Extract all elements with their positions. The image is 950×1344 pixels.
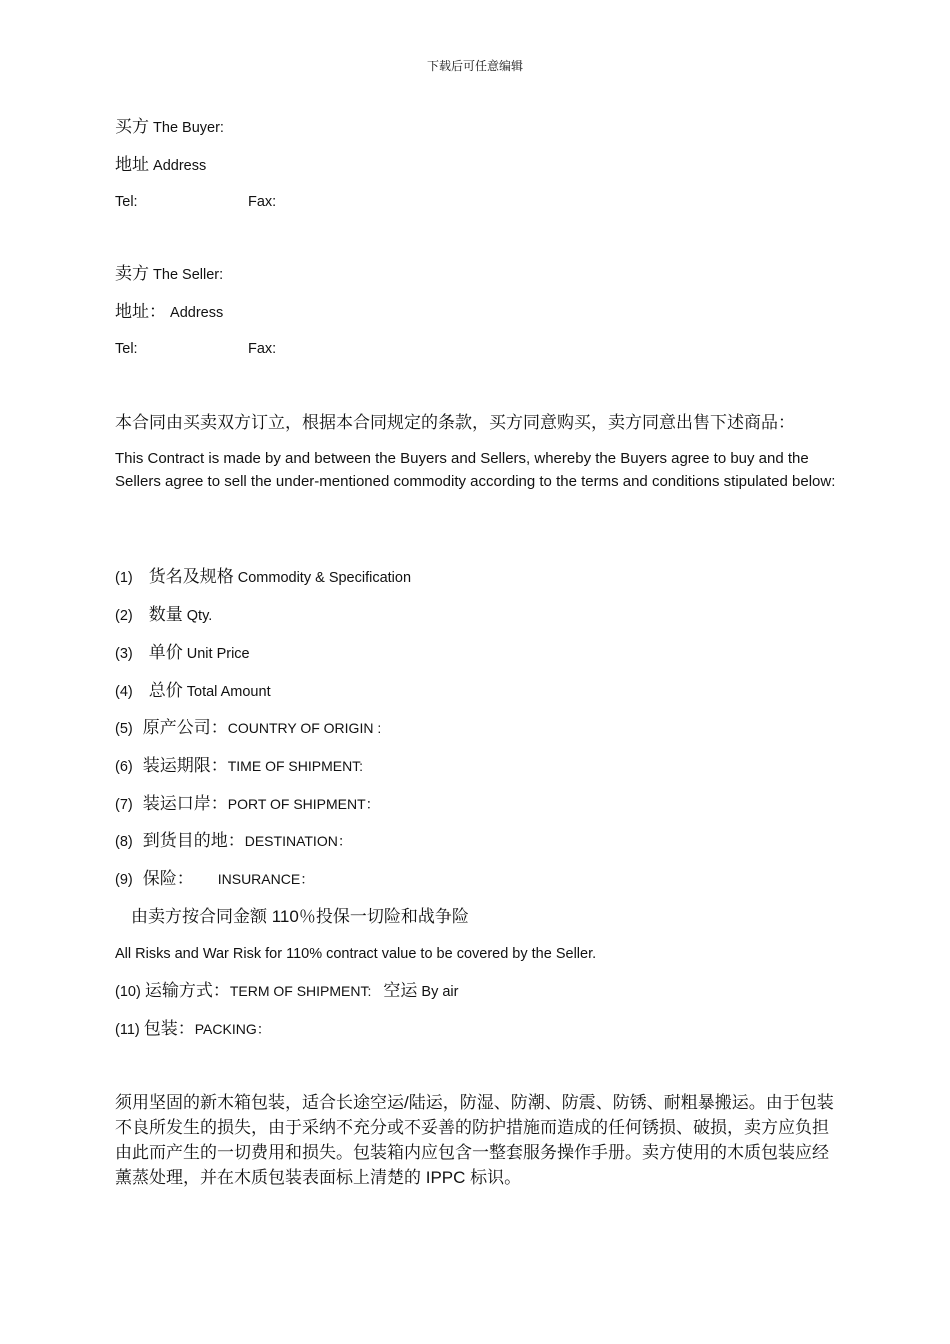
- buyer-tel: Tel:: [115, 194, 138, 210]
- clause-label-en: PORT OF SHIPMENT：: [227, 796, 380, 812]
- clause-label-en: DESTINATION：: [244, 833, 352, 849]
- clause-item: [115, 643, 250, 664]
- insurance-en: All Risks and War Risk for 110% contract value to be covered by the Seller.: [115, 946, 597, 962]
- clause-item: [115, 794, 380, 815]
- clause-label-cn: 包装：: [143, 1019, 195, 1038]
- clause-item-11: [115, 1019, 271, 1040]
- clause-label-en: TERM OF SHIPMENT:: [229, 983, 372, 999]
- clause-item: [115, 831, 352, 852]
- buyer-label-cn: 买方: [115, 117, 149, 136]
- clause-item: [115, 756, 363, 777]
- clause-label-en: Commodity & Specification: [237, 570, 412, 586]
- clause-number: (11): [115, 1022, 140, 1038]
- packing-paragraph: 须用坚固的新木箱包装，适合长途空运/陆运，防湿、防潮、防震、防锈、耐粗暴搬运。由于包装不良所发生的损失，由于采纳不充分或不妥善的防护措施而造成的任何锈损、破损，卖方应负担由此而产生的一切费用和损失。包装箱内应包含一整套服务操作手册。卖方使用的木质包装应经薰蒸处理，并在木质包装表面标上清楚的 IPPC 标识。: [115, 1093, 834, 1187]
- clause-label-cn: 装运口岸：: [142, 794, 228, 813]
- seller-tel: Tel:: [115, 341, 138, 357]
- clause-number: (3): [115, 646, 133, 662]
- seller-address-cn: 地址：: [115, 302, 166, 321]
- buyer-fax: Fax:: [248, 194, 277, 210]
- shipment-value-cn: 空运: [383, 981, 418, 1000]
- clause-item: [115, 718, 381, 739]
- clause-label-cn: 运输方式：: [144, 981, 230, 1000]
- seller-fax: Fax:: [248, 341, 277, 357]
- insurance-cn: 由卖方按合同金额 110％投保一切险和战争险: [131, 907, 469, 926]
- clause-label-cn: 原产公司：: [142, 718, 228, 737]
- clause-number: (6): [115, 759, 133, 775]
- clause-label-en: Unit Price: [186, 646, 250, 662]
- seller-contact-line: [115, 339, 415, 359]
- clause-item: [115, 681, 271, 702]
- clause-label-cn: 总价: [148, 681, 183, 700]
- clause-label-en: COUNTRY OF ORIGIN :: [227, 720, 382, 736]
- clause-label-en: Total Amount: [186, 684, 271, 700]
- clause-item: [115, 605, 212, 626]
- clause-number: (9): [115, 872, 133, 888]
- clause-item: [115, 869, 314, 890]
- clause-label-cn: 到货目的地：: [142, 831, 245, 850]
- buyer-contact-line: [115, 192, 415, 212]
- clause-number: (5): [115, 721, 133, 737]
- clause-number: (4): [115, 684, 133, 700]
- buyer-label-en: The Buyer:: [153, 120, 224, 136]
- seller-line: [115, 264, 223, 285]
- clause-item: [115, 567, 411, 588]
- buyer-address-en: Address: [153, 158, 207, 174]
- clause-number: (1): [115, 570, 133, 586]
- clause-label-cn: 装运期限：: [142, 756, 228, 775]
- intro-en: This Contract is made by and between the Buyers and Sellers, whereby the Buyers agree to buy and the Sellers agree to sell the under-mentioned commodity according to the terms and conditions stipulated below:: [115, 450, 836, 490]
- clause-label-cn: 保险：: [142, 869, 194, 888]
- clause-item-10: [115, 981, 459, 1002]
- clause-number: (2): [115, 608, 133, 624]
- clause-label-en: Qty.: [186, 608, 213, 624]
- seller-address-line: [115, 302, 223, 323]
- clause-number: (7): [115, 797, 133, 813]
- buyer-address-cn: 地址: [115, 155, 149, 174]
- clause-label-en: PACKING：: [194, 1021, 271, 1037]
- clause-label-cn: 单价: [148, 643, 183, 662]
- shipment-value-en: By air: [421, 984, 459, 1000]
- clause-label-en: INSURANCE：: [217, 871, 315, 887]
- seller-label-cn: 卖方: [115, 264, 149, 283]
- seller-label-en: The Seller:: [153, 267, 224, 283]
- header-note: 下载后可任意编辑: [426, 59, 523, 73]
- clause-label-en: TIME OF SHIPMENT:: [227, 758, 364, 774]
- seller-address-en: Address: [170, 305, 224, 321]
- intro-cn: 本合同由买卖双方订立，根据本合同规定的条款，买方同意购买，卖方同意出售下述商品：: [115, 413, 795, 432]
- clause-label-cn: 数量: [148, 605, 183, 624]
- buyer-address-line: [115, 155, 206, 176]
- clause-number: (8): [115, 834, 133, 850]
- clause-number: (10): [115, 984, 141, 1000]
- clause-label-cn: 货名及规格: [148, 567, 234, 586]
- buyer-line: [115, 117, 224, 138]
